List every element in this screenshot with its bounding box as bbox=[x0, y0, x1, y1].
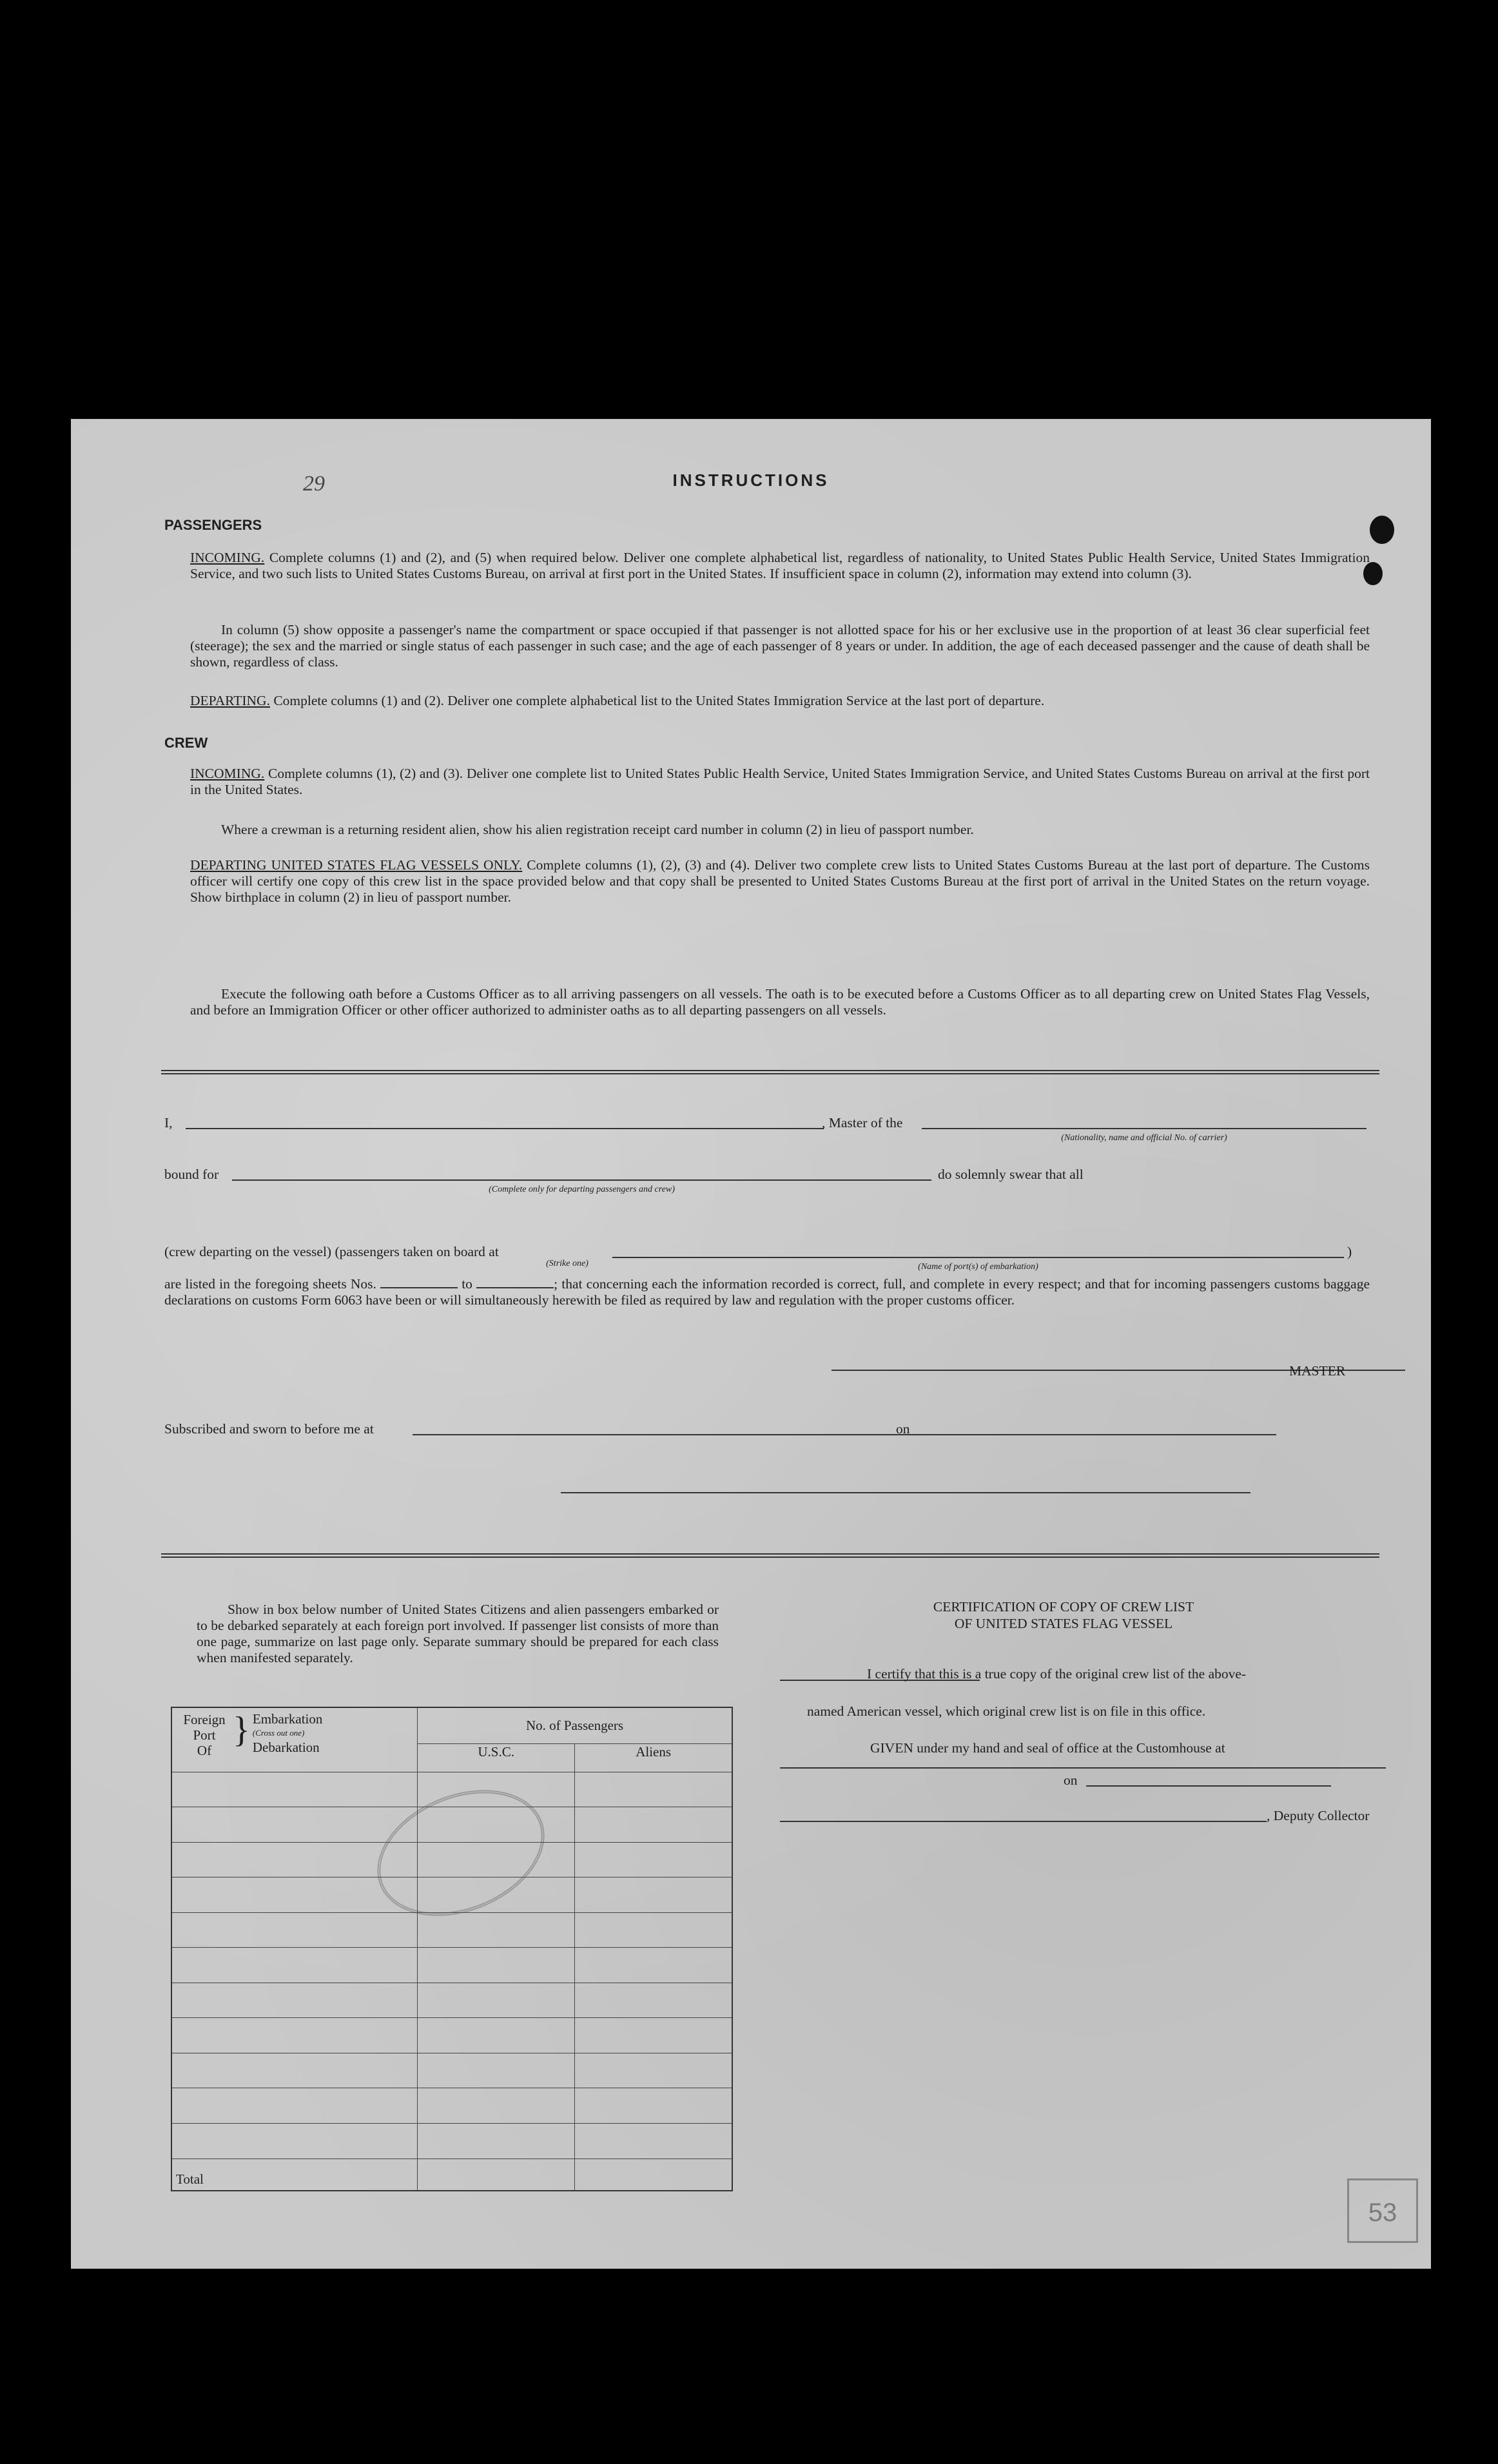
ink-blot bbox=[1370, 516, 1394, 544]
table-row[interactable] bbox=[171, 1912, 732, 1948]
table-row[interactable] bbox=[171, 1877, 732, 1913]
bound-for-label: bound for bbox=[164, 1167, 219, 1182]
strike-one-caption: (Strike one) bbox=[546, 1259, 588, 1268]
table-row[interactable] bbox=[171, 1807, 732, 1843]
subscribed-date-field[interactable] bbox=[922, 1434, 1276, 1435]
crew-departing-label: DEPARTING UNITED STATES FLAG VESSELS ONLY. bbox=[190, 857, 523, 873]
crew-resident: Where a crewman is a returning resident alien, show his alien registration receipt card number in column (2) in lieu of passport number. bbox=[221, 822, 974, 837]
handwritten-page-number: 29 bbox=[303, 472, 325, 496]
table-row[interactable] bbox=[171, 1842, 732, 1877]
crew-heading: CREW bbox=[164, 735, 208, 751]
deputy-collector-label: , Deputy Collector bbox=[1267, 1808, 1370, 1823]
swear-label: do solemnly swear that all bbox=[938, 1167, 1084, 1182]
passengers-departing bbox=[190, 693, 1370, 709]
crew-departing-text: Complete columns (1), (2), (3) and (4). Deliver two complete crew lists to United States Customs Bureau at the last port of departure. The Customs officer will certify one copy of this crew list in the space provided below and that copy shall be presented to United States Customs Bureau at the first port of arrival in the United States on the return voyage. Show birthplace in column (2) in lieu of passport number. bbox=[190, 857, 1370, 905]
officer-signature-field[interactable] bbox=[561, 1492, 1250, 1493]
table-row[interactable] bbox=[171, 2053, 732, 2088]
embarkation-ports-field[interactable] bbox=[612, 1257, 1344, 1258]
crew-incoming-text: Complete columns (1), (2) and (3). Deliver one complete list to United States Public Health Service, United States Immigration Service, and United States Customs Bureau on arrival at the first port in the United States. bbox=[190, 766, 1370, 797]
certification-line-3: GIVEN under my hand and seal of office at the Customhouse at bbox=[870, 1740, 1225, 1756]
departing-text: Complete columns (1) and (2). Deliver one complete alphabetical list to the United States Immigration Service at the last port of departure. bbox=[273, 693, 1045, 708]
certification-title-line-2: OF UNITED STATES FLAG VESSEL bbox=[954, 1616, 1173, 1631]
departing-caption: (Complete only for departing passengers and crew) bbox=[489, 1185, 675, 1194]
certification-line-2: named American vessel, which original crew list is on file in this office. bbox=[807, 1703, 1206, 1719]
close-paren: ) bbox=[1347, 1244, 1352, 1259]
table-row[interactable] bbox=[171, 2123, 732, 2158]
master-name-field[interactable] bbox=[186, 1128, 824, 1129]
sheet-from-field[interactable] bbox=[380, 1287, 458, 1288]
crew-incoming-label: INCOMING. bbox=[190, 766, 265, 781]
oath-i-label: I, bbox=[164, 1115, 173, 1130]
incoming-label: INCOMING. bbox=[190, 550, 265, 565]
bound-for-field[interactable] bbox=[232, 1179, 931, 1181]
certification-title-line-1: CERTIFICATION OF COPY OF CREW LIST bbox=[933, 1599, 1194, 1615]
no-of-passengers-header: No. of Passengers bbox=[418, 1707, 732, 1743]
total-aliens[interactable] bbox=[575, 2158, 732, 2191]
ports-caption: (Name of port(s) of embarkation) bbox=[918, 1262, 1038, 1272]
incoming-text: Complete columns (1) and (2), and (5) when required below. Deliver one complete alphabetical list, regardless of nationality, to United States Public Health Service, United States Immigration Service, and two such lists to United States Customs Bureau, on arrival at first port in the United States. If insufficient space in column (2), information may extend into column (3). bbox=[190, 550, 1370, 581]
certification-on-label: on bbox=[1064, 1772, 1078, 1788]
usc-header: U.S.C. bbox=[418, 1743, 575, 1772]
aliens-header: Aliens bbox=[575, 1743, 732, 1772]
subscribed-label: Subscribed and sworn to before me at bbox=[164, 1421, 374, 1437]
corner-mark: 53 bbox=[1347, 2178, 1418, 2243]
master-of-label: , Master of the bbox=[822, 1115, 903, 1130]
total-row[interactable] bbox=[171, 2158, 732, 2191]
subscribed-on-label: on bbox=[896, 1421, 910, 1437]
passengers-incoming bbox=[190, 550, 1370, 582]
listed-paragraph: are listed in the foregoing sheets Nos. to ; that concerning each the information recorded is correct, full, and complete in every respect; and that for incoming passengers customs baggage declarations on customs Form 6063 have been or will simultaneously herewith be filed as required by law and regulation with the proper customs officer. bbox=[164, 1276, 1370, 1308]
oath-intro: Execute the following oath before a Customs Officer as to all arriving passengers on all vessels. The oath is to be executed before a Customs Officer as to all departing crew on United States Flag Vessels, and before an Immigration Officer or other officer authorized to administer oaths as to all departing passengers on all vessels. bbox=[190, 986, 1370, 1018]
certification-date-field[interactable] bbox=[1086, 1785, 1331, 1787]
crew-departing bbox=[190, 857, 1370, 906]
passenger-summary-table bbox=[171, 1707, 733, 2191]
table-row[interactable] bbox=[171, 2088, 732, 2124]
passengers-column5: In column (5) show opposite a passenger's name the compartment or space occupied if that passenger is not allotted space for his or her exclusive use in the proportion of at least 36 clear superficial feet (steerage); the sex and the married or single status of each passenger in such case; and the age of each passenger of 8 years or under. In addition, the age of each deceased passenger and the cause of death shall be shown, regardless of class. bbox=[190, 622, 1370, 670]
crew-departing-label: (crew departing on the vessel) (passengers taken on board at bbox=[164, 1244, 499, 1259]
customhouse-field[interactable] bbox=[780, 1767, 1386, 1769]
foreign-port-header: Foreign Port Of } Embarkation (Cross out one) Debarkation bbox=[171, 1707, 418, 1772]
table-row[interactable] bbox=[171, 1983, 732, 2018]
divider bbox=[161, 1070, 1379, 1074]
subscribed-place-field[interactable] bbox=[413, 1434, 954, 1435]
table-row[interactable] bbox=[171, 1948, 732, 1983]
total-usc[interactable] bbox=[418, 2158, 575, 2191]
divider bbox=[161, 1553, 1379, 1558]
bleed-through-text bbox=[1243, 1392, 1296, 1453]
document-sheet bbox=[71, 419, 1431, 2269]
crew-incoming bbox=[190, 766, 1370, 798]
table-row[interactable] bbox=[171, 1772, 732, 1807]
total-label: Total bbox=[171, 2158, 418, 2191]
summary-instructions: Show in box below number of United States Citizens and alien passengers embarked or to be debarked separately at each foreign port involved. If passenger list consists of more than one page, summarize on last page only. Separate summary should be prepared for each class when manifested separately. bbox=[197, 1602, 719, 1665]
table-row[interactable] bbox=[171, 2018, 732, 2053]
page-title: INSTRUCTIONS bbox=[672, 470, 830, 490]
deputy-signature-field[interactable] bbox=[780, 1821, 1267, 1822]
passengers-heading: PASSENGERS bbox=[164, 517, 262, 533]
carrier-field[interactable] bbox=[922, 1128, 1367, 1129]
certification-title bbox=[806, 1598, 1321, 1632]
certification-line-1: I certify that this is a true copy of the original crew list of the above- bbox=[867, 1666, 1247, 1682]
sheet-to-field[interactable] bbox=[476, 1287, 554, 1288]
departing-label: DEPARTING. bbox=[190, 693, 270, 708]
master-label: MASTER bbox=[1289, 1363, 1346, 1379]
carrier-caption: (Nationality, name and official No. of carrier) bbox=[1061, 1133, 1227, 1143]
